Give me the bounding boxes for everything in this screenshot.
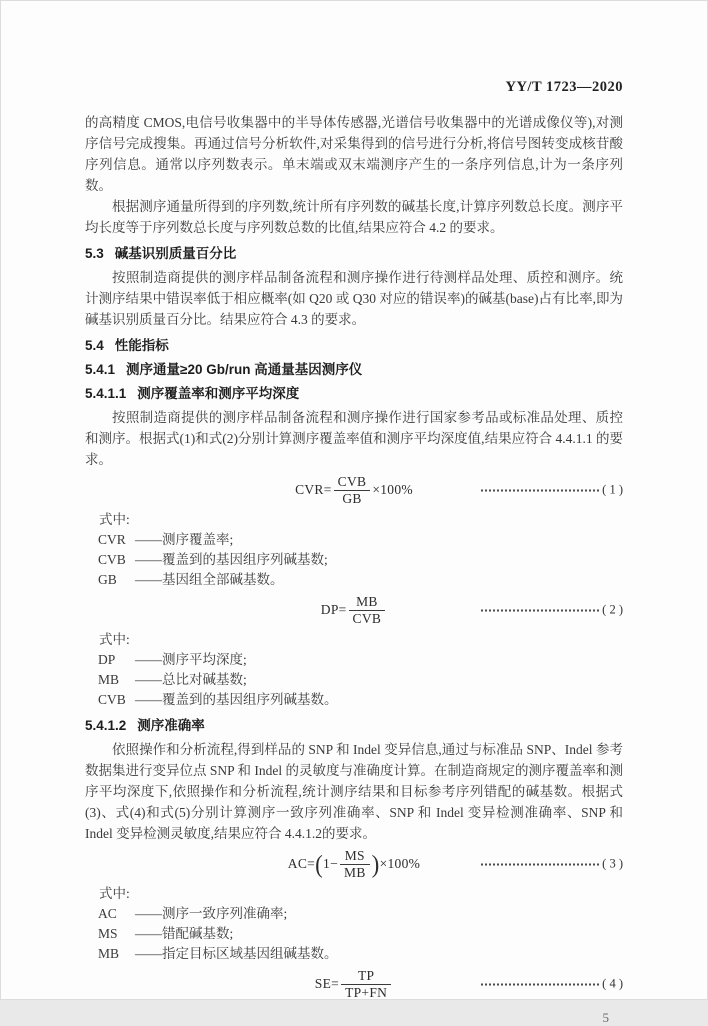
heading-title: 测序准确率 xyxy=(137,718,205,733)
definition-term: CVB xyxy=(98,692,126,707)
definition-term: GB xyxy=(98,572,117,587)
definition-item xyxy=(85,904,623,924)
dot-leader xyxy=(481,609,599,611)
numerator: MS xyxy=(344,847,365,863)
formula-number: ( 2 ) xyxy=(602,602,623,617)
numerator: CVB xyxy=(337,473,367,489)
definition-item xyxy=(85,650,623,670)
formula-number: ( 3 ) xyxy=(602,856,623,871)
heading-5-4-1 xyxy=(85,362,623,378)
heading-number: 5.4 xyxy=(85,338,104,353)
paragraph-reads-total: 根据测序通量所得到的序列数,统计所有序列数的碱基长度,计算序列数总长度。测序平均长度等于序列数总长度与序列数总数的比值,结果应符合 4.2 的要求。 xyxy=(85,199,623,235)
formula-4 xyxy=(85,966,623,1002)
heading-title: 测序通量≥20 Gb/run 高通量基因测序仪 xyxy=(126,362,363,377)
definition-item xyxy=(85,670,623,690)
definition-term: MB xyxy=(98,946,120,961)
formula-number: ( 1 ) xyxy=(602,482,623,497)
formula-1 xyxy=(85,472,623,508)
definition-dash: —— xyxy=(135,572,162,587)
formula-lhs: SE xyxy=(314,976,332,991)
definition-item xyxy=(85,530,623,550)
definition-dash: —— xyxy=(135,552,162,567)
fraction xyxy=(340,848,370,881)
numerator: TP xyxy=(357,967,375,983)
equals-sign: = xyxy=(331,976,340,991)
definition-item xyxy=(85,690,623,710)
definition-dash: —— xyxy=(135,906,162,921)
denominator: MB xyxy=(340,864,370,881)
definition-dash: —— xyxy=(135,692,162,707)
dot-leader xyxy=(481,489,599,491)
heading-title: 碱基识别质量百分比 xyxy=(114,246,237,261)
definition-dash: —— xyxy=(135,946,162,961)
formula-4-leader xyxy=(481,977,623,992)
fraction xyxy=(334,474,371,507)
formula-2 xyxy=(85,592,623,628)
heading-5-3 xyxy=(85,246,623,262)
formula-1-expression xyxy=(295,474,413,507)
formula-2-leader xyxy=(481,603,623,618)
page-number: 5 xyxy=(602,1010,609,1025)
heading-title: 测序覆盖率和测序平均深度 xyxy=(137,386,300,401)
definition-term: CVR xyxy=(98,532,126,547)
formula-lhs: AC xyxy=(287,856,308,871)
definition-text: 覆盖到的基因组序列碱基数。 xyxy=(162,692,338,707)
heading-title: 性能指标 xyxy=(114,338,169,353)
definition-dash: —— xyxy=(135,532,162,547)
standard-number: YY/T 1723—2020 xyxy=(505,79,623,95)
definition-item xyxy=(85,924,623,944)
equals-sign: = xyxy=(323,482,332,497)
fraction xyxy=(349,594,386,627)
paragraph-5-3: 按照制造商提供的测序样品制备流程和测序操作进行待测样品处理、质控和测序。统计测序结果中错误率低于相应概率(如 Q20 或 Q30 对应的错误率)的碱基(base)占有比率,即为碱基识别质量百分比。结果应符合 4.3 的要求。 xyxy=(85,270,623,327)
paragraph-continuation: 的高精度 CMOS,电信号收集器中的半导体传感器,光谱信号收集器中的光谱成像仪等),对测序信号完成搜集。再通过信号分析软件,对采集得到的信号进行分析,将信号图转变成核苷酸序列信息。通常以序列数表示。单末端或双末端测序产生的一条序列信息,计为一条序列数。 xyxy=(85,115,623,193)
heading-number: 5.4.1.1 xyxy=(85,386,127,401)
formula-suffix: ×100% xyxy=(372,482,413,497)
heading-number: 5.4.1.2 xyxy=(85,718,127,733)
formula-3-expression xyxy=(288,848,420,881)
close-paren: ) xyxy=(371,850,380,878)
formula-pre: 1− xyxy=(323,856,339,871)
definition-item xyxy=(85,570,623,590)
definition-item xyxy=(85,550,623,570)
definition-dash: —— xyxy=(135,652,162,667)
dot-leader xyxy=(481,863,599,865)
definition-term: AC xyxy=(98,906,117,921)
heading-5-4-1-1 xyxy=(85,386,623,402)
definition-dash: —— xyxy=(135,926,162,941)
definition-term: DP xyxy=(98,652,116,667)
denominator: GB xyxy=(334,490,371,507)
definition-text: 测序一致序列准确率; xyxy=(162,906,288,921)
formula-2-expression xyxy=(321,594,387,627)
definition-dash: —— xyxy=(135,672,162,687)
definition-term: MS xyxy=(98,926,118,941)
open-paren: ( xyxy=(315,850,324,878)
definition-text: 总比对碱基数; xyxy=(162,672,247,687)
formula-suffix: ×100% xyxy=(379,856,421,871)
definition-text: 测序平均深度; xyxy=(162,652,247,667)
heading-5-4 xyxy=(85,338,623,354)
formula-lhs: DP xyxy=(320,602,339,617)
heading-number: 5.3 xyxy=(85,246,104,261)
definition-text: 测序覆盖率; xyxy=(162,532,234,547)
numerator: MB xyxy=(356,593,378,609)
where-label: 式中: xyxy=(99,886,130,901)
denominator: TP+FN xyxy=(341,984,391,1001)
denominator: CVB xyxy=(349,610,386,627)
heading-5-4-1-2 xyxy=(85,718,623,734)
fraction xyxy=(341,968,391,1001)
definition-text: 指定目标区域基因组碱基数。 xyxy=(162,946,338,961)
equals-sign: = xyxy=(338,602,347,617)
formula-3 xyxy=(85,846,623,882)
formula-1-leader xyxy=(481,483,623,498)
definition-text: 覆盖到的基因组序列碱基数; xyxy=(162,552,328,567)
definition-item xyxy=(85,944,623,964)
dot-leader xyxy=(481,983,599,985)
paragraph-5-4-1-1: 按照制造商提供的测序样品制备流程和测序操作进行国家参考品或标准品处理、质控和测序。根据式(1)和式(2)分别计算测序覆盖率值和测序平均深度值,结果应符合 4.4.1.1 的要求。 xyxy=(85,410,623,467)
formula-number: ( 4 ) xyxy=(602,976,623,991)
equals-sign: = xyxy=(307,856,316,871)
paragraph-5-4-1-2: 依照操作和分析流程,得到样品的 SNP 和 Indel 变异信息,通过与标准品 SNP、Indel 参考数据集进行变异位点 SNP 和 Indel 的灵敏度与准确度计算。在制造商规定的测序覆盖率和测序平均深度下,依照操作和分析流程,统计测序结果和目标参考序列错配的碱基数。根据式(3)、式(4)和式(5)分别计算测序一致序列准确率、SNP 和 Indel 变异检测准确率、SNP 和 Indel 变异检测灵敏度,结果应符合 4.4.1.2的要求。 xyxy=(85,742,624,841)
formula-lhs: CVR xyxy=(295,482,324,497)
definition-term: MB xyxy=(98,672,120,687)
where-label: 式中: xyxy=(99,632,130,647)
formula-3-leader xyxy=(481,857,623,872)
formula-4-expression xyxy=(315,968,393,1001)
where-label: 式中: xyxy=(99,512,130,527)
definition-term: CVB xyxy=(98,552,126,567)
definition-text: 错配碱基数; xyxy=(162,926,234,941)
definition-text: 基因组全部碱基数。 xyxy=(162,572,284,587)
heading-number: 5.4.1 xyxy=(85,362,116,377)
